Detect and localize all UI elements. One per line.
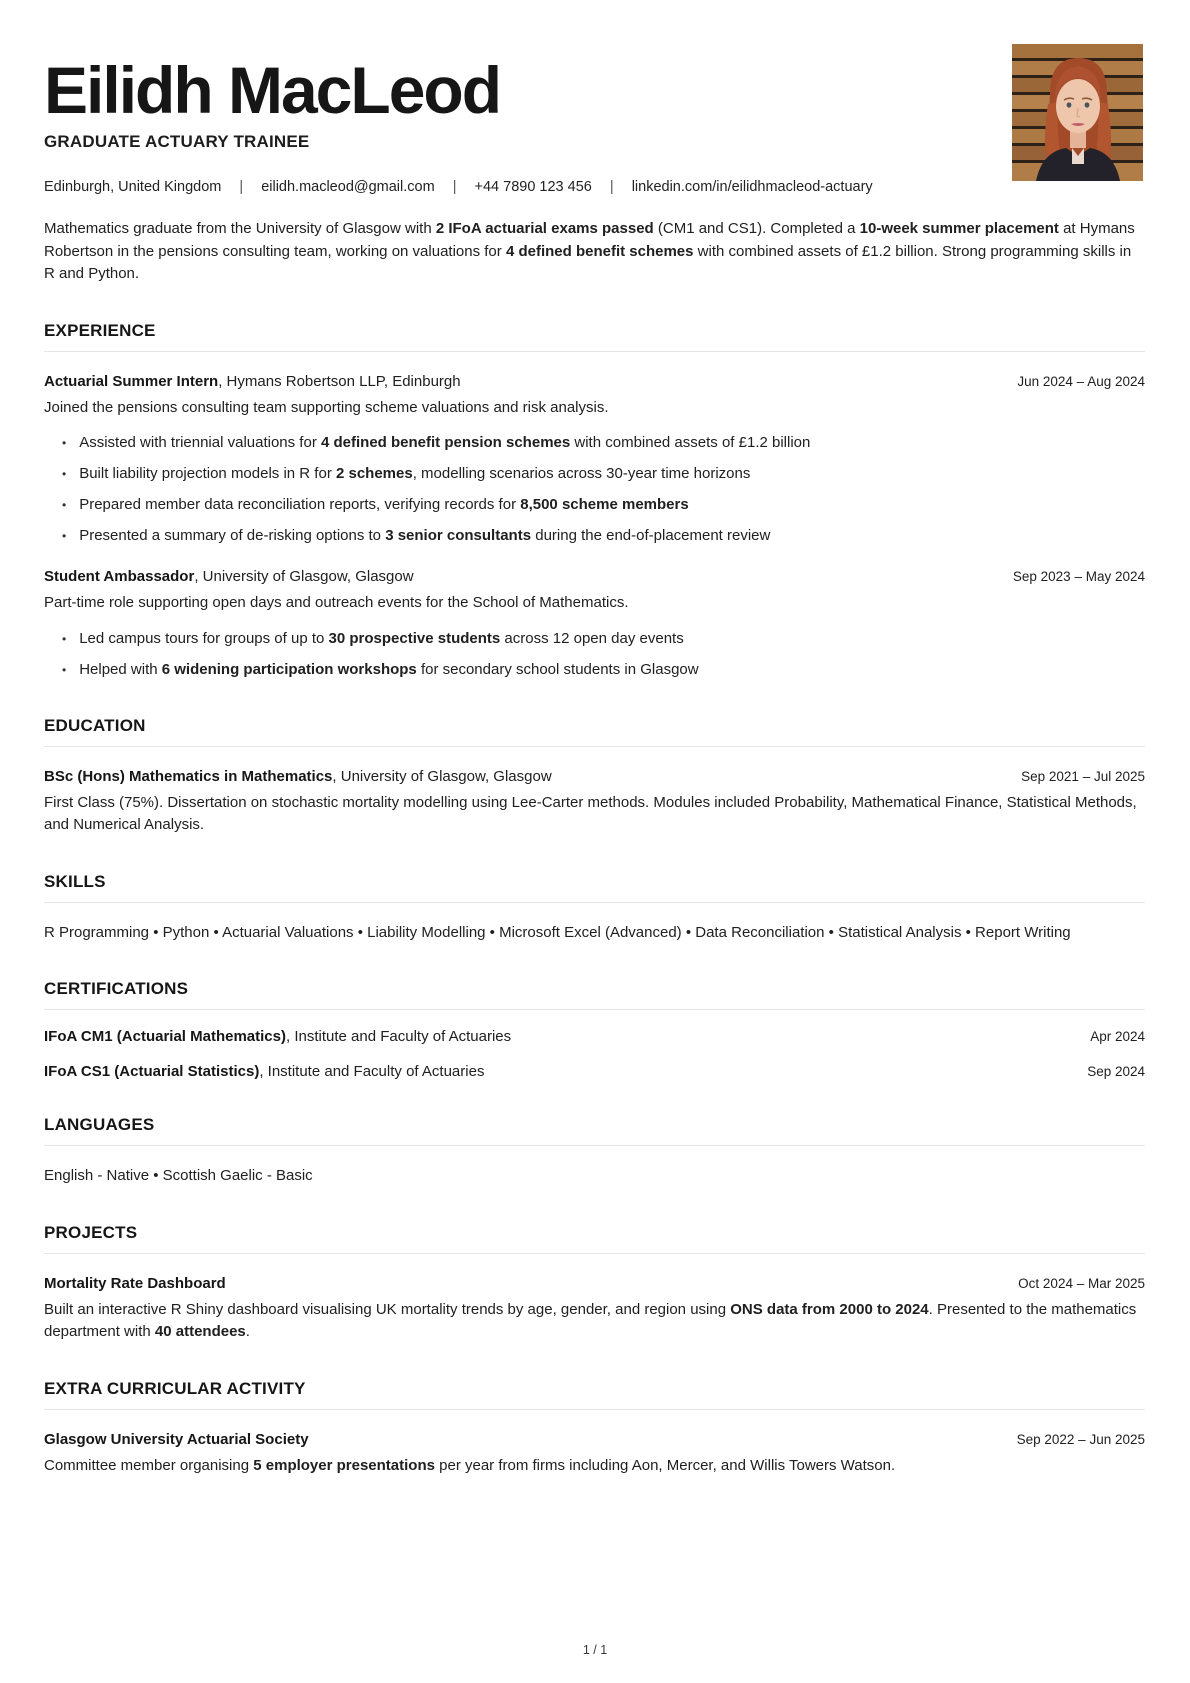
skills-list: R Programming • Python • Actuarial Valuations • Liability Modelling • Microsoft Excel (Advanced) • Data Reconciliation • Statistical Analysis • Report Writing	[44, 923, 1071, 941]
project-title-line	[44, 1275, 226, 1292]
job-bullet	[44, 525, 1145, 547]
activity-description: Committee member organising 5 employer presentations per year from firms including Aon, Mercer, and Willis Towers Watson.	[44, 1456, 896, 1474]
section-experience	[44, 321, 1145, 681]
certification-item	[44, 1028, 1145, 1045]
bullet-glyph: •	[62, 529, 67, 544]
project-title: Mortality Rate Dashboard	[44, 1274, 226, 1292]
job-bullet-list	[44, 628, 1145, 681]
job-bullet	[44, 463, 1145, 485]
job-org: , University of Glasgow, Glasgow	[194, 568, 414, 586]
summary-text: Mathematics graduate from the University of Glasgow with 2 IFoA actuarial exams passed (CM1 and CS1). Completed a 10-week summer placement at Hymans Robertson in the pensions consulting team, working on valuations for 4 defined benefit schemes with combined assets of £1.2 billion. Strong programming skills in R and Python.	[44, 220, 1135, 283]
degree-school: , University of Glasgow, Glasgow	[332, 767, 552, 785]
bullet-text: Presented a summary of de-risking options to 3 senior consultants during the end-of-placement review	[79, 527, 771, 545]
job-title: Student Ambassador	[44, 568, 195, 586]
contact-location: Edinburgh, United Kingdom	[44, 179, 222, 196]
activity-title-line	[44, 1431, 309, 1448]
activity-dates: Sep 2022 – Jun 2025	[1016, 1431, 1145, 1447]
section-heading-certifications: CERTIFICATIONS	[44, 979, 1145, 1010]
bullet-text: Assisted with triennial valuations for 4 defined benefit pension schemes with combined assets of £1.2 billion	[79, 434, 811, 452]
section-heading-education: EDUCATION	[44, 716, 1145, 747]
section-languages	[44, 1115, 1145, 1188]
experience-item	[44, 568, 1145, 681]
job-title-line	[44, 568, 414, 585]
person-job-title: GRADUATE ACTUARY TRAINEE	[44, 132, 310, 152]
certification-issuer: , Institute and Faculty of Actuaries	[259, 1063, 485, 1081]
job-dates: Sep 2023 – May 2024	[1012, 569, 1145, 585]
contact-row	[44, 179, 1145, 195]
job-dates: Jun 2024 – Aug 2024	[1017, 373, 1145, 389]
certification-title-line	[44, 1028, 511, 1045]
degree-description: First Class (75%). Dissertation on stochastic mortality modelling using Lee-Carter methods. Modules included Probability, Mathematical Finance, Statistical Methods, and Numerical Analysis.	[44, 793, 1137, 834]
section-heading-experience: EXPERIENCE	[44, 321, 1145, 352]
contact-separator: |	[239, 179, 244, 196]
section-heading-projects: PROJECTS	[44, 1223, 1145, 1254]
contact-separator: |	[609, 179, 614, 196]
job-org: , Hymans Robertson LLP, Edinburgh	[218, 372, 461, 390]
bullet-text: Led campus tours for groups of up to 30 prospective students across 12 open day events	[79, 629, 684, 647]
section-education	[44, 716, 1145, 837]
contact-linkedin[interactable]: linkedin.com/in/eilidhmacleod-actuary	[631, 179, 873, 196]
activity-title: Glasgow University Actuarial Society	[44, 1430, 309, 1448]
job-bullet-list	[44, 432, 1145, 547]
certification-date: Sep 2024	[1087, 1064, 1145, 1080]
section-projects	[44, 1223, 1145, 1344]
bullet-glyph: •	[62, 498, 67, 513]
header	[44, 53, 964, 152]
project-description: Built an interactive R Shiny dashboard visualising UK mortality trends by age, gender, and region using ONS data from 2000 to 2024. Presented to the mathematics department with 40 attendees.	[44, 1300, 1137, 1341]
degree-title-line	[44, 768, 552, 785]
extra-curricular-item	[44, 1431, 1145, 1478]
bullet-text: Prepared member data reconciliation reports, verifying records for 8,500 scheme members	[79, 496, 689, 514]
person-name: Eilidh MacLeod	[44, 53, 501, 127]
contact-phone: +44 7890 123 456	[474, 179, 592, 196]
certification-item	[44, 1063, 1145, 1080]
section-skills	[44, 872, 1145, 945]
job-bullet	[44, 494, 1145, 516]
contact-separator: |	[452, 179, 457, 196]
section-certifications	[44, 979, 1145, 1080]
job-bullet	[44, 628, 1145, 650]
job-description: Joined the pensions consulting team supporting scheme valuations and risk analysis.	[44, 398, 609, 416]
certification-issuer: , Institute and Faculty of Actuaries	[286, 1028, 512, 1046]
section-heading-skills: SKILLS	[44, 872, 1145, 903]
section-heading-extra-curricular: EXTRA CURRICULAR ACTIVITY	[44, 1379, 1145, 1410]
experience-item	[44, 373, 1145, 548]
degree-dates: Sep 2021 – Jul 2025	[1021, 768, 1145, 784]
profile-photo	[1012, 44, 1143, 181]
bullet-text: Helped with 6 widening participation workshops for secondary school students in Glasgow	[79, 660, 699, 678]
certification-title: IFoA CS1 (Actuarial Statistics)	[44, 1063, 260, 1081]
contact-email[interactable]: eilidh.macleod@gmail.com	[261, 179, 435, 196]
project-item	[44, 1275, 1145, 1344]
project-dates: Oct 2024 – Mar 2025	[1018, 1275, 1145, 1291]
portrait-illustration	[1012, 44, 1143, 181]
section-extra-curricular	[44, 1379, 1145, 1478]
bullet-glyph: •	[62, 662, 67, 677]
education-item	[44, 768, 1145, 837]
degree-title: BSc (Hons) Mathematics in Mathematics	[44, 767, 333, 785]
bullet-glyph: •	[62, 631, 67, 646]
section-heading-languages: LANGUAGES	[44, 1115, 1145, 1146]
certification-date: Apr 2024	[1090, 1029, 1145, 1045]
job-bullet	[44, 432, 1145, 454]
bullet-glyph: •	[62, 436, 67, 451]
page-indicator: 1 / 1	[582, 1643, 608, 1657]
job-bullet	[44, 659, 1145, 681]
job-description: Part-time role supporting open days and outreach events for the School of Mathematics.	[44, 594, 629, 612]
bullet-text: Built liability projection models in R for 2 schemes, modelling scenarios across 30-year time horizons	[79, 465, 751, 483]
bullet-glyph: •	[62, 467, 67, 482]
certification-title-line	[44, 1063, 484, 1080]
job-title: Actuarial Summer Intern	[44, 372, 219, 390]
languages-list: English - Native • Scottish Gaelic - Basic	[44, 1167, 313, 1185]
certification-title: IFoA CM1 (Actuarial Mathematics)	[44, 1028, 286, 1046]
job-title-line	[44, 373, 461, 390]
